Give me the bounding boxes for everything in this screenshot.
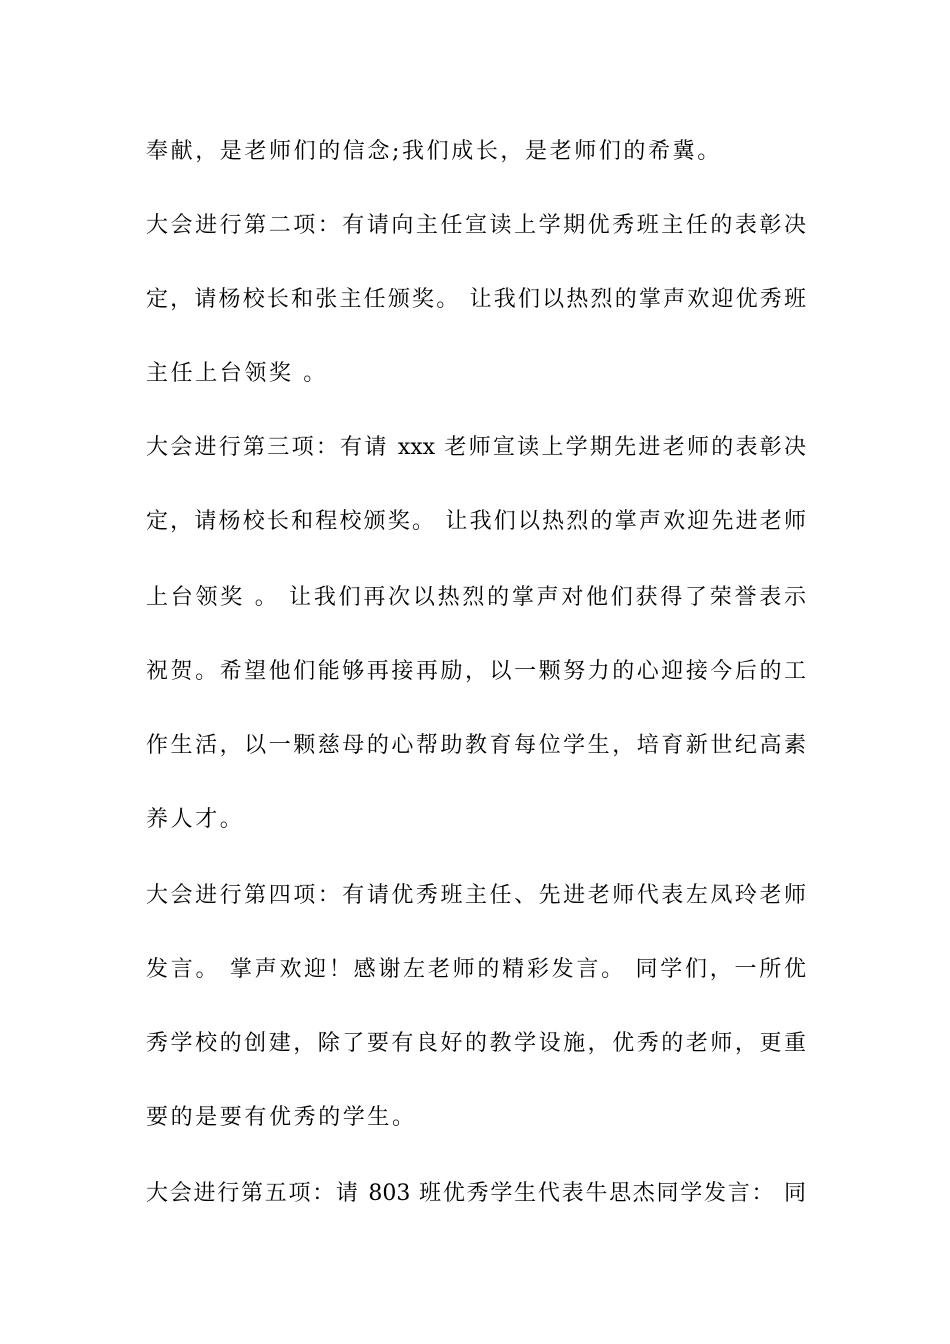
- text-line-15: 大会进行第五项：请 803 班优秀学生代表牛思杰同学发言： 同: [146, 1181, 806, 1206]
- text-line-9: 作生活，以一颗慈母的心帮助教育每位学生，培育新世纪高素: [146, 733, 806, 758]
- text-line-6: 定，请杨校长和程校颁奖。 让我们以热烈的掌声欢迎先进老师: [146, 509, 806, 534]
- text-line-14: 要的是要有优秀的学生。: [146, 1105, 417, 1130]
- text-line-1: 奉献，是老师们的信念;我们成长，是老师们的希冀。: [146, 139, 722, 164]
- text-line-10: 养人才。: [146, 807, 245, 832]
- text-line-8: 祝贺。希望他们能够再接再励，以一颗努力的心迎接今后的工: [146, 659, 806, 684]
- text-line-13: 秀学校的创建，除了要有良好的教学设施，优秀的老师，更重: [146, 1031, 806, 1056]
- text-line-2: 大会进行第二项：有请向主任宣读上学期优秀班主任的表彰决: [146, 213, 806, 238]
- text-line-3: 定，请杨校长和张主任颁奖。 让我们以热烈的掌声欢迎优秀班: [146, 287, 806, 312]
- text-line-11: 大会进行第四项：有请优秀班主任、先进老师代表左凤玲老师: [146, 883, 806, 908]
- text-line-12: 发言。 掌声欢迎！感谢左老师的精彩发言。 同学们，一所优: [146, 957, 806, 982]
- text-line-4: 主任上台领奖 。: [146, 361, 328, 386]
- text-line-5: 大会进行第三项：有请 xxx 老师宣读上学期先进老师的表彰决: [146, 435, 806, 460]
- text-line-7: 上台领奖 。 让我们再次以热烈的掌声对他们获得了荣誉表示: [146, 585, 806, 610]
